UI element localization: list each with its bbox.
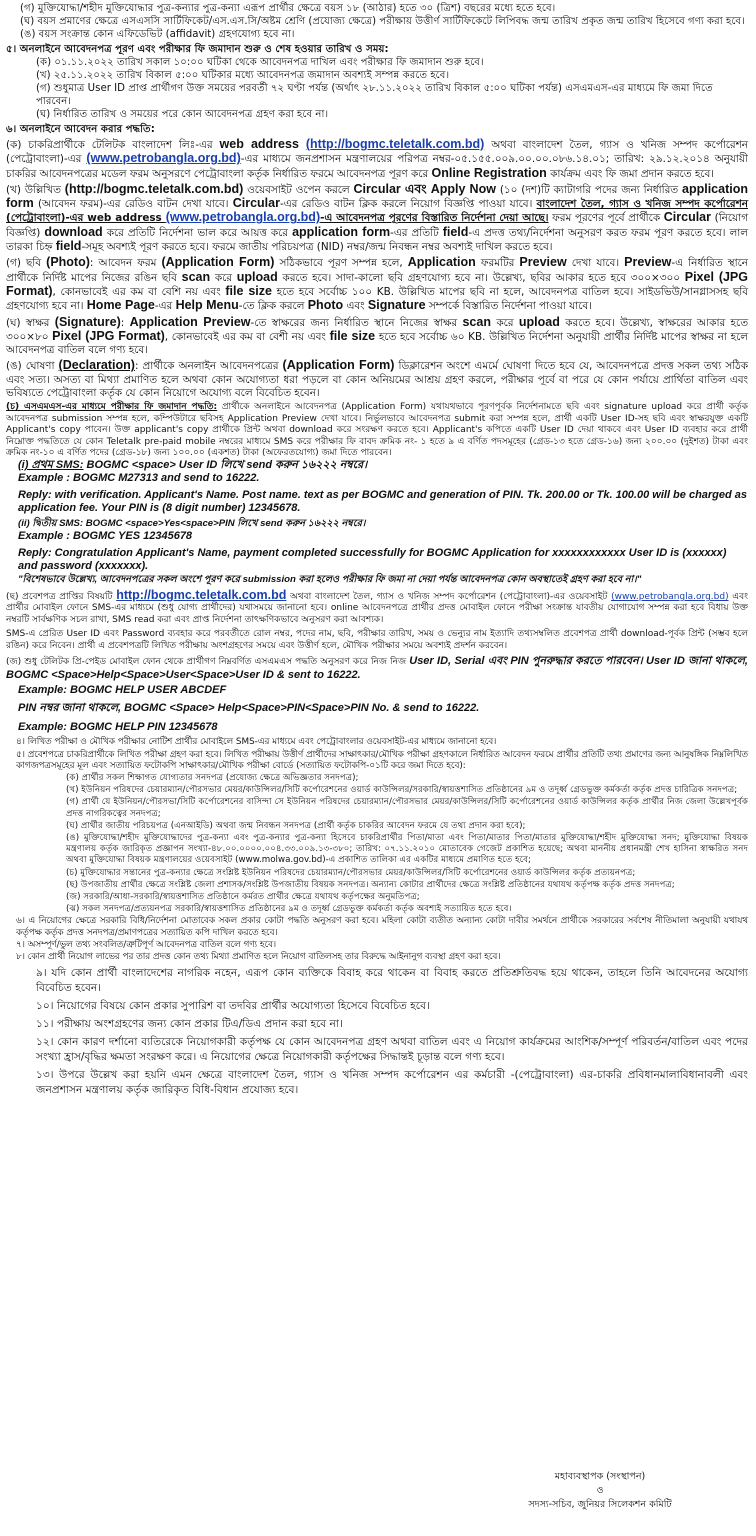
text: Pixel (JPG Format): [6, 269, 748, 298]
text: (ঙ) ঘোষণা: [6, 360, 59, 373]
text: Circular: [663, 210, 711, 225]
text: দেখা যাবে।: [566, 257, 625, 270]
deadline-item-ka: (ক) ০১.১১.২০২২ তারিখ সকাল ১০:০০ ঘটিকা থেকে আবেদনপত্র দাখিল এবং পরীক্ষার ফি জমাদান শুরু হবে।: [36, 57, 484, 68]
text: download: [44, 224, 103, 239]
text: -এর রেডিও বাটন ক্লিক করলে নিয়োগ বিজ্ঞপ্তি পাওয়া যাবে।: [279, 198, 537, 211]
text: (ঘ) স্বাক্ষর: [6, 316, 55, 329]
rule-7: ৭। অসম্পূর্ণ/ভুল তথ্য সংবলিত/ত্রুটিপূর্ণ আবেদনপত্র বাতিল বলে গণ্য হবে।: [16, 939, 277, 950]
text: -এ প্রদত্ত তথ্য/নির্দেশনা অনুসরণ করত ফরম পূরণ করতে হবে। লাল তারকা চিহ্ন: [6, 226, 748, 254]
text: (Signature): [54, 314, 121, 329]
text: (১০ (দশ)টি ক্যাটাগরি পদের জন্য নির্ধারিত: [495, 183, 683, 196]
text: Signature: [367, 298, 426, 313]
text: (চ) এসএমএস-এর মাধ্যমে পরীক্ষার ফি জমাদান পদ্ধতি:: [6, 402, 218, 413]
text: ফরমটির: [475, 257, 520, 270]
text: (Application Form): [161, 255, 275, 270]
text: (খ) উল্লিখিত: [6, 183, 65, 196]
sms-warning-note: "বিশেষভাবে উল্লেখ্য, আবেদনপত্রের সকল অংশে পূরণ করে submission করা হলেও পরীক্ষার ফি জমা না দেয়া পর্যন্ত আবেদনপত্র কোন অবস্থাতেই গ্রহণ করা হবে না।": [18, 574, 642, 586]
text: ফরম পূরণের পূর্বে প্রার্থীকে: [548, 212, 664, 225]
text: Home Page: [86, 298, 155, 313]
section-6-title: ৬। অনলাইনে আবেদন করার পদ্ধতি:: [6, 124, 155, 135]
text: Help Menu: [175, 298, 239, 313]
text: এবং: [343, 300, 368, 313]
rule-11: ১১। পরীক্ষায় অংশগ্রহণের জন্য কোন প্রকার টিএ/ডিএ প্রদান করা হবে না।: [36, 1018, 343, 1031]
rule-5-item-nga: (ঙ) মুক্তিযোদ্ধা/শহীদ মুক্তিযোদ্ধাদের পুত্র-কন্যা এবং পুত্র-কন্যার পুত্র-কন্যা হিসেবে চাকরিপ্রার্থীর পিতা/মাতা এবং পিতা/মাতার পিতা/মাতার মুক্তিযোদ্ধা/শহীদ মুক্তিযোদ্ধা সনদ; মুক্তিযোদ্ধা বিষয়ক মন্ত্রণালয় কর্তৃক জারিকৃত প্রজ্ঞাপন সংখ্যা-৪৮.০০.০০০০.০০৪.৩৩.০০৯.১৩-৩৮০; তারিখ: ০৭.১১.২০১০ মোতাবেক গেজেট প্রকাশিত হয়েছে; অথবা মাননীয় প্রধানমন্ত্রী শেখ হাসিনা স্বাক্ষরিত সনদ অথবা মুক্তিযোদ্ধা বিষয়ক মন্ত্রণালয়ের ওয়েবসাইট (www.molwa.gov.bd)-এ প্রকাশিত তালিকা এর একটির মাধ্যমে প্রমাণিত হতে হবে;: [66, 833, 748, 866]
text: বাংলাদেশ তৈল, গ্যাস ও খনিজ সম্পদ কর্পোরেশন (পেট্রোবাংলা)-এর web address: [6, 198, 748, 225]
text: অথবা বাংলাদেশ তৈল, গ্যাস ও খনিজ সম্পদ কর্পোরেশন (পেট্রোবাংলা)-এর: [6, 139, 748, 166]
teletalk-link[interactable]: (http://bogmc.teletalk.com.bd): [305, 137, 485, 151]
text: সম্পর্কে বিস্তারিত নির্দেশনা পাওয়া যাবে।: [425, 300, 592, 313]
text: scan: [181, 269, 211, 284]
rule-8: ৮। কোন প্রার্থী নিয়োগ লাভের পর তার প্রদত্ত কোন তথ্য মিথ্যা প্রমাণিত হলে নিয়োগ বাতিলসহ তার বিরুদ্ধে আইনানুগ ব্যবস্থা গ্রহণ করা হবে।: [16, 952, 501, 963]
petrobangla-link-2[interactable]: (www.petrobangla.org.bd): [165, 210, 321, 225]
text: এবং Apply Now: [400, 181, 496, 196]
rule-5-item-kha: (খ) ইউনিয়ন পরিষদের চেয়ারম্যান/পৌরসভার মেয়র/কাউন্সিলর/সিটি কর্পোরেশনের ওয়ার্ড কাউন্সিলর/সরকারি/স্বায়ত্তশাসিত প্রতিষ্ঠানের ৯ম ও তদূর্ধ্ব গ্রেডভুক্ত কর্মকর্তা কর্তৃক প্রদত্ত চারিত্রিক সনদপত্র;: [66, 785, 738, 796]
apply-item-kha: [6, 183, 748, 254]
apply-item-ka: [6, 138, 748, 181]
text: -এর: [154, 300, 176, 313]
section-5-title: ৫। অনলাইনে আবেদনপত্র পূরণ এবং পরীক্ষার ফি জমাদান শুরু ও শেষ হওয়ার তারিখ ও সময়:: [6, 44, 389, 55]
rule-5-item-gha: (ঘ) প্রার্থীর জাতীয় পরিচয়পত্র (এনআইডি) অথবা জন্ম নিবন্ধন সনদপত্র (প্রার্থী কর্তৃক চাকরির আবেদন ফরমে যে তথ্য প্রদান করা হবে);: [66, 820, 526, 831]
text: Circular: [232, 196, 280, 211]
first-sms-example: Example : BOGMC M27313 and send to 16222.: [18, 471, 260, 484]
text: -এ আবেদনপত্র পূরণের বিস্তারিত নির্দেশনা দেয়া আছে।: [320, 212, 549, 225]
deadline-item-kha: (খ) ২৫.১১.২০২২ তারিখ বিকাল ৫:০০ ঘটিকার মধ্যে আবেদনপত্র জমাদান অবশ্যই সম্পন্ন করতে হবে।: [36, 70, 450, 81]
text: file size: [329, 328, 376, 343]
text: , কোনভাবেই এর কম বা বেশি নয় এবং: [52, 285, 226, 298]
rule-5: ৫। প্রবেশপত্রে চাকরিপ্রার্থীকে লিখিত পরীক্ষা গ্রহণ করা হবে। লিখিত পরীক্ষায় উত্তীর্ণ প্রার্থীদের সাক্ষাৎকার/মৌখিক পরীক্ষা গ্রহণকালে নির্ধারিত আবেদন ফরমে প্রার্থীর প্রতিটি তথ্য প্রমাণের জন্য আনুষঙ্গিক নিম্নলিখিত কাগজপত্রসমূহের মূল এবং সত্যায়িত ফটোকপি সাক্ষাৎকার/মৌখিক পরীক্ষা বোর্ডে (সত্যায়িত ফটোকপি-০১টি করে জমা দিতে হবে):: [16, 749, 748, 771]
text: User ID, Serial এবং PIN পুনরুদ্ধার করতে পারবেন। User ID জানা থাকলে, BOGMC <Space>Help<Space>User<Space>User ID & sent to 16222.: [6, 655, 748, 681]
recovery-example-pin: Example: BOGMC HELP PIN 12345678: [18, 720, 218, 733]
rule-13: ১৩। উপরে উল্লেখ করা হয়নি এমন ক্ষেত্রে বাংলাদেশ তৈল, গ্যাস ও খনিজ সম্পদ কর্পোরেশন এর কর্মচারী -(পেট্রোবাংলা) এর-চাকরি প্রবিধানমালাবিধানাবলী এবং জনপ্রশাসন মন্ত্রণালয় কর্তৃক জারিকৃত বিধি-বিধান প্রযোজ্য হবে।: [36, 1069, 748, 1097]
text: : আবেদন ফরম: [89, 257, 162, 270]
second-sms-example: Example : BOGMC YES 12345678: [18, 529, 193, 542]
text: করে: [210, 271, 237, 284]
second-sms-format: [6, 518, 748, 530]
second-sms-reply: Reply: Congratulation Applicant's Name, payment completed successfully for BOGMC Application for xxxxxxxxxxxx User ID is (xxxxxx) and password (xxxxxxx).: [18, 547, 727, 572]
text: (নিয়োগ বিজ্ঞপ্তি): [6, 212, 749, 239]
text: scan: [462, 314, 491, 329]
text: Online Registration: [431, 165, 547, 180]
age-rule-ga: (গ) মুক্তিযোদ্ধা/শহীদ মুক্তিযোদ্ধার পুত্র-কন্যার পুত্র-কন্যা এরূপ প্রার্থীর ক্ষেত্রে বয়স ১৮ (আঠার) হতে ৩০ (ত্রিশ) বছরের মধ্যে হতে হবে।: [20, 3, 556, 14]
signatory-and: ও: [596, 1485, 604, 1496]
apply-item-nga-declaration: [6, 359, 748, 400]
text: অথবা বাংলাদেশ তৈল, গ্যাস ও খনিজ সম্পদ কর্পোরেশন (পেট্রোবাংলা)-এর ওয়েবসাইট: [286, 592, 612, 603]
text: (http://bogmc.teletalk.com.bd): [64, 181, 244, 196]
text: এবং প্রার্থীর মোবাইল ফোনে SMS-এর মাধ্যমে (শুধু যোগ্য প্রার্থীদের) যথাসময়ে জানানো হবে। online আবেদনপত্রে প্রার্থীর প্রদত্ত মোবাইল ফোনে পরীক্ষা সংক্রান্ত যাবতীয় যোগাযোগ সম্পন্ন করা হবে বিধায় উক্ত নম্বরটি সার্বক্ষণিক সচল রাখা, SMS read করা এবং প্রাপ্ত নির্দেশনা তাৎক্ষণিকভাবে অনুসরণ করা আবশ্যক।: [6, 592, 748, 625]
text: প্রার্থীকে অনলাইনে আবেদনপত্র (Application Form) যথাযথভাবে পূরণপূর্বক নির্দেশনামতে ছবি এবং signature upload করে প্রার্থী কর্তৃক আবেদনপত্র submission সম্পন্ন হলে, কম্পিউটারে ছবিসহ Application Preview দেখা যাবে। নির্ভুলভাবে আবেদনপত্র submit করা সম্পন্ন হলে, প্রার্থী একটি User ID-সহ ছবি এবং স্বাক্ষরযুক্ত একটি Applicant's copy পাবেন। উক্ত applicant's copy প্রার্থীকে প্রিন্ট অথবা download করে সংরক্ষণ করতে হবে। Applicant's কপিতে একটি User ID দেয়া থাকবে এবং User ID ব্যবহার করে প্রার্থী নিম্নোক্ত পদ্ধতিতে যে কোন Teletalk pre-paid mobile নম্বরের মাধ্যমে SMS করে পরীক্ষার ফি বাবদ ক্রমিক নং- ১ হতে ৯ এ বর্ণিত পদসমূহের (গ্রেড-১৩ হতে গ্রেড-১৬) জন্য ২০০.০০ (দুইশত) টাকা এবং ক্রমিক নং-১০ এ বর্ণিত পদের (গ্রেড-১৮) জন্য ১০০.০০ (একশত) টাকা (অফেরতযোগ্য) জমা দিতে পারবেন।: [6, 402, 748, 458]
text: (ছ) প্রবেশপত্র প্রাপ্তির বিষয়টি: [6, 592, 117, 603]
rule-5-item-ka: (ক) প্রার্থীর সকল শিক্ষাগত যোগ্যতার সনদপত্র (প্রযোজ্য ক্ষেত্রে অভিজ্ঞতার সনদপত্র);: [66, 773, 359, 784]
signatory-title: মহাব্যবস্থাপক (সংস্থাপন): [554, 1471, 646, 1482]
text: করতে হবে। উল্লেখ্য, স্বাক্ষরের আকার হতে ৩০০×৮০: [6, 316, 748, 343]
text: field: [55, 239, 82, 254]
text: application form: [292, 224, 391, 239]
text: field: [442, 224, 469, 239]
text: (আবেদন ফরম)-এর রেডিও বাটন দেখা যাবে।: [33, 198, 233, 211]
teletalk-link-2[interactable]: http://bogmc.teletalk.com.bd: [116, 588, 287, 603]
text: file size: [225, 283, 272, 298]
text: Preview: [624, 255, 672, 270]
text: :: [120, 316, 130, 329]
text: BOGMC <space> User ID লিখে send করুন ১৬২২২ নম্বরে।: [83, 459, 368, 472]
first-sms-reply: Reply: with verification. Applicant's Name. Post name. text as per BOGMC and generation of PIN. Tk. 200.00 or Tk. 100.00 will be charged as application fee. Your PIN is (8 digit number) 12345678.: [18, 489, 748, 514]
text: (ক) চাকরিপ্রার্থীকে টেলিটক বাংলাদেশ লিঃ-এর: [6, 139, 220, 151]
petrobangla-link[interactable]: (www.petrobangla.org.bd): [86, 151, 241, 166]
text: কার্যক্রম এবং ফি জমা প্রদান করতে হবে।: [546, 167, 714, 180]
deadline-item-gha: (ঘ) নির্ধারিত তারিখ ও সময়ের পরে কোন আবেদনপত্র গ্রহণ করা হবে না।: [36, 109, 329, 120]
text: application form: [6, 181, 748, 211]
text: (Application Form): [282, 358, 395, 373]
text: হতে হবে সর্বোচ্চ ৬০ KB. উল্লিখিত নির্দেশনা অনুযায়ী প্রার্থীর নির্দিষ্ট মাপের স্বাক্ষর না হলে আবেদনপত্র বাতিল বলে গণ্য হবে।: [6, 330, 748, 357]
text: (i) প্রথম SMS:: [18, 459, 84, 472]
text: -এর মাধ্যমে জনপ্রশাসন মন্ত্রণালয়ের পরিপত্র নম্বর-০৫.১৫৫.০০৯.০০.০০.০৮৬.১৪.০১; তারিখ: ২৯.১২.২০১৪ অনুযায়ী চাকরির আবেদনপত্রের মডেল ফরম অনুসরণে পেট্রোবাংলা কর্তৃক নির্ধারিত ফরমে আবেদনপত্র পূরণ করে: [6, 153, 748, 180]
rule-5-item-chha: (ছ) উপজাতীয় প্রার্থীর ক্ষেত্রে সংশ্লিষ্ট জেলা প্রশাসক/সংশ্লিষ্ট উপজাতীয় বিষয়ক সনদপত্র। অন্যান্য কোটার প্রার্থীদের ক্ষেত্রে সংশ্লিষ্ট প্রতিষ্ঠানের যথাযথ কর্তৃপক্ষ কর্তৃক প্রদত্ত সনদপত্র;: [66, 879, 675, 890]
rule-10: ১০। নিয়োগের বিষয়ে কোন প্রকার সুপারিশ বা তদবির প্রার্থীর অযোগ্যতা হিসেবে বিবেচিত হবে।: [36, 1000, 430, 1013]
text: upload: [236, 269, 278, 284]
rule-5-item-ja: (জ) সরকারি/আধা-সরকারি/স্বায়ত্তশাসিত প্রতিষ্ঠানে কর্মরত প্রার্থীর ক্ষেত্রে যথাযথ কর্তৃপক্ষের অনুমতিপত্র;: [66, 892, 420, 903]
text: Circular: [353, 181, 401, 196]
text: Application Preview: [129, 314, 251, 329]
apply-item-ga-photo: [6, 256, 748, 313]
admit-card-paragraph: [6, 590, 748, 626]
admit-card-download: SMS-এ প্রেরিত User ID এবং Password ব্যবহার করে পরবর্তীতে রোল নম্বর, পদের নাম, ছবি, পরীক্ষার তারিখ, সময় ও ভেন্যুর নাম ইত্যাদি তথ্যসম্বলিত প্রবেশপত্র প্রার্থী download-পূর্বক প্রিন্ট (সম্ভব হলে রঙিন) করে নিবেন। প্রার্থী এ প্রবেশপত্রটি লিখিত পরীক্ষায় অংশগ্রহণের সময়ে এবং উত্তীর্ণ হলে, মৌখিক পরীক্ষার সময়ে অবশ্যই প্রদর্শন করবেন।: [6, 629, 748, 651]
text: করে: [490, 316, 519, 329]
text: Pixel (JPG Format): [52, 328, 165, 343]
text: (গ) ছবি: [6, 257, 47, 270]
signature-block: [490, 1470, 710, 1512]
deadline-item-ga: (গ) শুধুমাত্র User ID প্রাপ্ত প্রার্থীগণ উক্ত সময়ের পরবর্তী ৭২ ঘণ্টা পর্যন্ত (অর্থাৎ ২৮.১১.২০২২ তারিখ বিকাল ৫:০০ ঘটিকা পর্যন্ত) এসএমএস-এর মাধ্যমে ফি জমা দিতে পারবেন।: [36, 83, 713, 107]
text: করতে হবে। সাদা-কালো ছবি গ্রহণযোগ্য হবে না। উল্লেখ্য, ছবির আকার হতে হবে ৩০০×৩০০: [277, 271, 685, 284]
text: ওয়েবসাইট ওপেন করলে: [243, 183, 354, 196]
text: -এ নির্ধারিত স্থানে প্রার্থীকে নির্দিষ্ট মাপের নিজের রঙিন ছবি: [6, 257, 748, 284]
text: (Declaration): [58, 358, 135, 373]
age-rule-gha: (ঘ) বয়স প্রমাণের ক্ষেত্রে এসএসসি সার্টিফিকেট/এস.এস.সি/অষ্টম শ্রেণি (প্রযোজ্য ক্ষেত্রে) পরীক্ষায় উত্তীর্ণ সার্টিফিকেটে লিপিবদ্ধ জন্ম তারিখ প্রকৃত জন্ম তারিখ হিসেবে গণ্য করা হবে।: [20, 16, 745, 27]
text: BOGMC <space>Yes<space>PIN লিখে send করুন ১৬২২২ নম্বরে।: [83, 518, 366, 530]
text: হতে হবে সর্বোচ্চ ১০০ KB. উল্লিখিত মাপের ছবি না হলে, আবেদনপত্র বাতিল হবে। সাইডভিউ/সানগ্লাসসহ ছবি গ্রহণযোগ্য হবে না।: [6, 285, 748, 313]
signatory-role: সদস্য-সচিব, জুনিয়র সিলেকশন কমিটি: [528, 1499, 672, 1510]
text: Photo: [307, 298, 344, 313]
text: করে প্রতিটি নির্দেশনা ভাল করে আয়ত্ত করে: [102, 226, 293, 239]
text: Application: [407, 255, 476, 270]
text: (Photo): [46, 255, 90, 270]
text: web address: [219, 137, 299, 151]
age-rule-nga: (ঙ) বয়স সংক্রান্ত কোন এফিডেভিট (affidavit) গ্রহণযোগ্য হবে না।: [20, 29, 295, 40]
recovery-pin-format: PIN নম্বর জানা থাকলে, BOGMC <Space> Help<Space>PIN<Space>PIN No. & send to 16222.: [18, 702, 480, 715]
rule-4: ৪। লিখিত পরীক্ষা ও মৌখিক পরীক্ষার নোটিশ প্রার্থীর মোবাইলে SMS-এর মাধ্যমে এবং পেট্রোবাংলার ওয়েবসাইট-এর মাধ্যমে জানানো হবে।: [16, 737, 497, 748]
rule-5-item-jha: (ঝ) সকল সনদপত্র/প্রত্যয়নপত্র সরকারি/স্বায়ত্তশাসিত প্রতিষ্ঠানের ৯ম ও তদূর্ধ্ব গ্রেডভুক্ত কর্মকর্তা কর্তৃক অবশ্যই সত্যায়িত হতে হবে।: [66, 904, 512, 915]
recovery-example-user: Example: BOGMC HELP USER ABCDEF: [18, 683, 227, 696]
first-sms-format: [6, 459, 748, 472]
text: (ii) দ্বিতীয় SMS:: [18, 518, 84, 530]
text: ডিক্লারেশন অংশে এমর্মে ঘোষণা দিতে হবে যে, আবেদনপত্রে প্রদত্ত সকল তথ্য সঠিক এবং সত্য। অসত্য বা মিথ্যা প্রমাণিত হলে অথবা কোন অযোগ্যতা ধরা পড়লে বা কোন অনিয়মের আশ্রয় গ্রহণ করলে, পরীক্ষার পূর্বে বা পরে যে কোন পর্যায়ে প্রার্থিতা বাতিল এবং ভবিষ্যতে পেট্রোবাংলা কর্তৃক যে কোন নিয়োগে অযোগ্য বলে বিবেচিত হবেন।: [6, 360, 748, 400]
rule-12: ১২। কোন কারণ দর্শানো ব্যতিরেকে নিয়োগকারী কর্তৃপক্ষ যে কোন আবেদনপত্র গ্রহণ অথবা বাতিল এবং এ নিয়োগ কার্যক্রমের আংশিক/সম্পূর্ণ পরিবর্তন/বাতিল এবং পদের সংখ্যা হ্রাস/বৃদ্ধির ক্ষমতা সংরক্ষণ করে। এ নিয়োগের ক্ষেত্রে নিয়োগকারী কর্তৃপক্ষের সিদ্ধান্তই চূড়ান্ত বলে গণ্য হবে।: [36, 1036, 748, 1064]
text: -তে স্বাক্ষরের জন্য নির্ধারিত স্থানে নিজের স্বাক্ষর: [250, 316, 463, 329]
text: upload: [518, 314, 560, 329]
text: -এর প্রতিটি: [390, 226, 443, 239]
text: Preview: [519, 255, 567, 270]
sms-fee-paragraph: [6, 402, 748, 459]
text: -তে ক্লিক করলে: [238, 300, 308, 313]
text: সঠিকভাবে পূরণ সম্পন্ন হলে,: [274, 257, 408, 270]
rule-6: ৬। এ নিয়োগের ক্ষেত্রে সরকারি বিধি/নির্দেশনা মোতাবেক সকল প্রকার কোটা পদ্ধতি অনুসরণ করা হবে। মহিলা কোটা ব্যতীত অন্যান্য কোটা দাবীর সমর্থনে প্রার্থীকে সরকারের সর্বশেষ নীতিমালা অনুযায়ী যথাযথ কর্তৃপক্ষ কর্তৃক প্রদত্ত সনদপত্র/প্রমাণপত্রের সত্যায়িত কপি দাখিল করতে হবে।: [16, 916, 748, 938]
petrobangla-link-3[interactable]: (www.petrobangla.org.bd): [611, 592, 729, 603]
text: : প্রার্থীকে অনলাইন আবেদনপত্রের: [134, 360, 283, 373]
recovery-paragraph: [6, 655, 748, 682]
rule-5-item-cha: (চ) মুক্তিযোদ্ধার সন্তানের পুত্র-কন্যার ক্ষেত্রে সংশ্লিষ্ট ইউনিয়ন পরিষদের চেয়ারম্যান/পৌরসভার মেয়র/কাউন্সিলর/সিটি কর্পোরেশনের ওয়ার্ড কাউন্সিলর কর্তৃক প্রত্যয়নপত্র;: [66, 867, 636, 878]
text: , কোনভাবেই এর কম বা বেশী নয় এবং: [164, 330, 330, 343]
rule-9: ৯। যদি কোন প্রার্থী বাংলাদেশের নাগরিক নহেন, এরূপ কোন ব্যক্তিকে বিবাহ করে থাকেন বা বিবাহ করতে প্রতিশ্রুতিবদ্ধ হয়ে থাকেন, তাহলে তিনি আবেদনের অযোগ্য বিবেচিত হবেন।: [36, 967, 748, 995]
rule-5-item-ga: (গ) প্রার্থী যে ইউনিয়ন/পৌরসভা/সিটি কর্পোরেশনের বাসিন্দা সে ইউনিয়ন পরিষদের চেয়ারম্যান/পৌরসভার মেয়র/কাউন্সিলর/সিটি কর্পোরেশনের ওয়ার্ড কাউন্সিলর কর্তৃক প্রার্থীর নিজ জেলা উল্লেখপূর্বক প্রদত্ত নাগরিকত্বের সনদপত্র;: [66, 797, 748, 819]
apply-item-gha-signature: [6, 316, 748, 358]
text: -সমূহ অবশ্যই পূরণ করতে হবে। ফরমে জাতীয় পরিচয়পত্র (NID) নম্বর/জন্ম নিবন্ধন নম্বর অবশ্যই দাখিল করতে হবে।: [81, 241, 553, 254]
text: (জ) শুধু টেলিটক প্রি-পেইড মোবাইল ফোন থেকে প্রার্থীগণ নিম্নবর্ণিত এসএমএস পদ্ধতি অনুসরণ করে নিজ নিজ: [6, 657, 410, 668]
